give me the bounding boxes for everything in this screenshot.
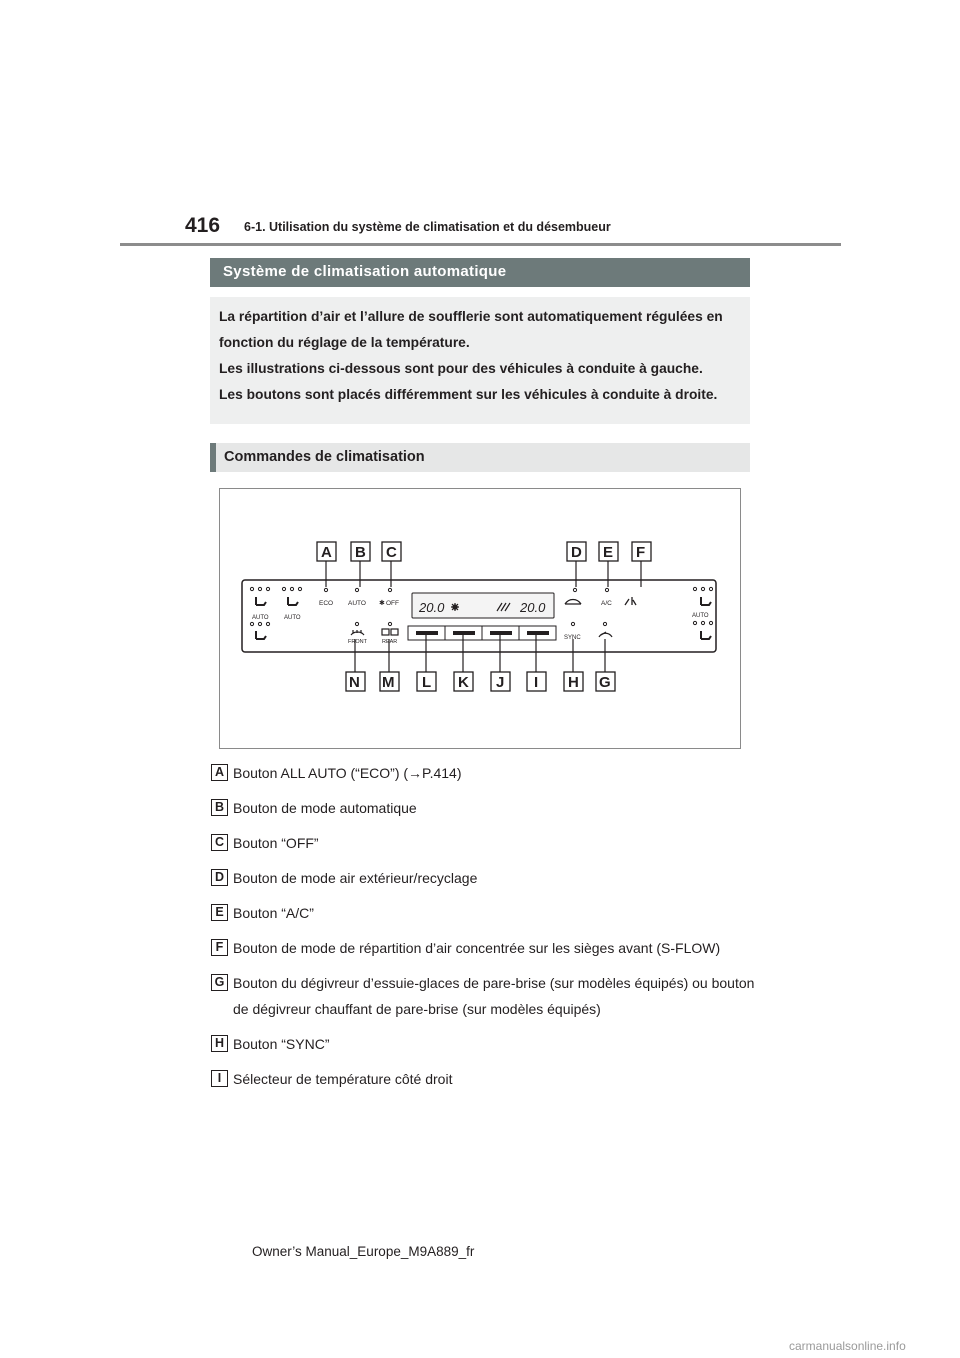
legend-text: Bouton du dégivreur d’essuie-glaces de pare-brise (sur modèles équipés) ou bouton de dégivreur chauffant de pare-brise (sur modèles équipés)	[233, 975, 755, 1017]
temp-right-readout: 20.0	[520, 600, 546, 615]
subsection-heading: Commandes de climatisation	[210, 443, 750, 472]
legend-text: Bouton “A/C”	[233, 905, 314, 921]
footer-document-id: Owner’s Manual_Europe_M9A889_fr	[252, 1244, 475, 1259]
legend-letter-badge: B	[211, 799, 228, 816]
legend-text: Sélecteur de température côté droit	[233, 1071, 453, 1087]
callout-c: C	[386, 544, 397, 561]
sync-button-label: SYNC	[564, 635, 581, 641]
legend-letter-badge: C	[211, 834, 228, 851]
legend-item	[211, 1031, 771, 1057]
callout-a: A	[321, 544, 332, 561]
callout-l: L	[422, 674, 432, 691]
climate-control-figure	[219, 488, 741, 749]
legend-item	[211, 795, 771, 821]
header-divider	[120, 243, 841, 246]
legend-text: Bouton ALL AUTO (“ECO”) (→P.414)	[233, 765, 462, 781]
legend-item	[211, 935, 771, 961]
legend-item	[211, 900, 771, 926]
legend-text: Bouton “OFF”	[233, 835, 319, 851]
callout-k: K	[458, 674, 469, 691]
legend-text: Bouton de mode de répartition d’air concentrée sur les sièges avant (S-FLOW)	[233, 940, 721, 956]
intro-paragraph: La répartition d’air et l’allure de soufflerie sont automatiquement régulées en fonction du réglage de la température.	[219, 309, 723, 350]
legend-list	[211, 760, 771, 1101]
callout-i: I	[534, 674, 539, 691]
front-button-label: FRONT	[348, 639, 367, 645]
legend-text: Bouton de mode automatique	[233, 800, 417, 816]
seat-auto-label-2: AUTO	[284, 615, 301, 621]
watermark: carmanualsonline.info	[789, 1339, 906, 1353]
legend-item	[211, 865, 771, 891]
legend-letter-badge: H	[211, 1035, 228, 1052]
off-button-label: OFF	[386, 600, 399, 607]
legend-item	[211, 830, 771, 856]
chapter-title: 6-1. Utilisation du système de climatisation et du désembueur	[244, 220, 611, 234]
temp-left-readout: 20.0	[419, 600, 445, 615]
seat-auto-label-right: AUTO	[692, 613, 709, 619]
callout-b: B	[355, 544, 366, 561]
intro-box	[210, 297, 750, 424]
legend-item	[211, 970, 771, 1022]
legend-letter-badge: A	[211, 764, 228, 781]
legend-text: Bouton de mode air extérieur/recyclage	[233, 870, 478, 886]
legend-letter-badge: G	[211, 974, 228, 991]
legend-item	[211, 1066, 771, 1092]
intro-paragraph: Les illustrations ci-dessous sont pour des véhicules à conduite à gauche.	[219, 361, 703, 376]
temperature-fan-levers	[408, 626, 556, 640]
callout-h: H	[568, 674, 579, 691]
legend-letter-badge: I	[211, 1070, 228, 1087]
legend-letter-badge: F	[211, 939, 228, 956]
seat-auto-label-1: AUTO	[252, 615, 269, 621]
callout-m: M	[382, 674, 395, 691]
callout-e: E	[603, 544, 614, 561]
ac-button-label: A/C	[601, 600, 612, 607]
callout-g: G	[599, 674, 611, 691]
bottom-callouts	[346, 672, 615, 691]
legend-letter-badge: D	[211, 869, 228, 886]
page-number: 416	[185, 214, 221, 237]
callout-d: D	[571, 544, 582, 561]
callout-f: F	[636, 544, 646, 561]
callout-n: N	[349, 674, 360, 691]
section-heading: Système de climatisation automatique	[210, 258, 750, 287]
top-callouts	[317, 542, 651, 561]
auto-button-label: AUTO	[348, 600, 366, 607]
legend-text: Bouton “SYNC”	[233, 1036, 330, 1052]
legend-item	[211, 760, 771, 786]
rear-button-label: REAR	[382, 639, 398, 645]
intro-paragraph: Les boutons sont placés différemment sur les véhicules à conduite à droite.	[219, 387, 718, 402]
eco-button-label: ECO	[319, 600, 334, 607]
legend-letter-badge: E	[211, 904, 228, 921]
fan-off-icon: ✱	[379, 600, 385, 607]
fan-icon	[451, 603, 459, 611]
callout-j: J	[496, 674, 505, 691]
